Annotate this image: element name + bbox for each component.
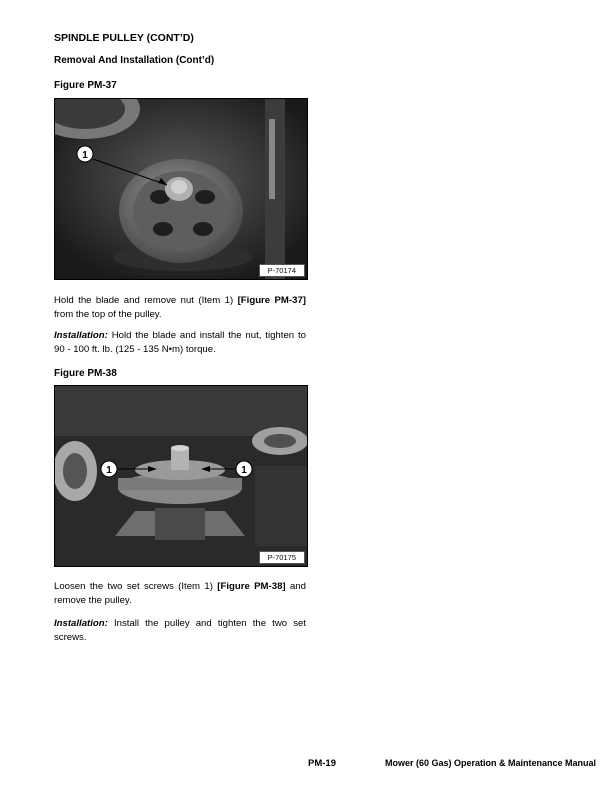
installation-label: Installation: bbox=[54, 330, 108, 341]
figure-ref-pm37: [Figure PM-37] bbox=[237, 295, 306, 306]
section-title: SPINDLE PULLEY (CONT’D) bbox=[54, 32, 194, 44]
pulley-photo-illustration bbox=[55, 99, 307, 279]
photo-code: P-70174 bbox=[259, 264, 305, 277]
paragraph-installation-2: Installation: Install the pulley and tighten the two set screws. bbox=[54, 618, 306, 643]
figure-pm38-photo bbox=[54, 385, 308, 567]
page-number: PM-19 bbox=[308, 758, 336, 769]
figure-pm38-label: Figure PM-38 bbox=[54, 368, 117, 379]
photo-code: P-70175 bbox=[259, 551, 305, 564]
pulley-photo-illustration-2 bbox=[55, 386, 307, 566]
callout-1-left: 1 bbox=[106, 465, 112, 476]
subsection-title: Removal And Installation (Cont’d) bbox=[54, 55, 215, 66]
figure-pm37-photo bbox=[54, 98, 308, 280]
figure-ref-pm38: [Figure PM-38] bbox=[217, 581, 286, 592]
callout-1: 1 bbox=[82, 150, 88, 161]
figure-pm37-label: Figure PM-37 bbox=[54, 80, 117, 91]
manual-title: Mower (60 Gas) Operation & Maintenance Manual bbox=[385, 758, 597, 768]
installation-label: Installation: bbox=[54, 618, 108, 629]
paragraph-installation-1: Installation: Hold the blade and install the nut, tighten to 90 - 100 ft. lb. (125 - 135 N•m) torque. bbox=[54, 330, 306, 355]
callout-1-right: 1 bbox=[241, 465, 247, 476]
paragraph-loosen-screws: Loosen the two set screws (Item 1) [Figure PM-38] and remove the pulley. bbox=[54, 581, 306, 606]
paragraph-remove-nut: Hold the blade and remove nut (Item 1) [Figure PM-37] from the top of the pulley. bbox=[54, 295, 306, 320]
